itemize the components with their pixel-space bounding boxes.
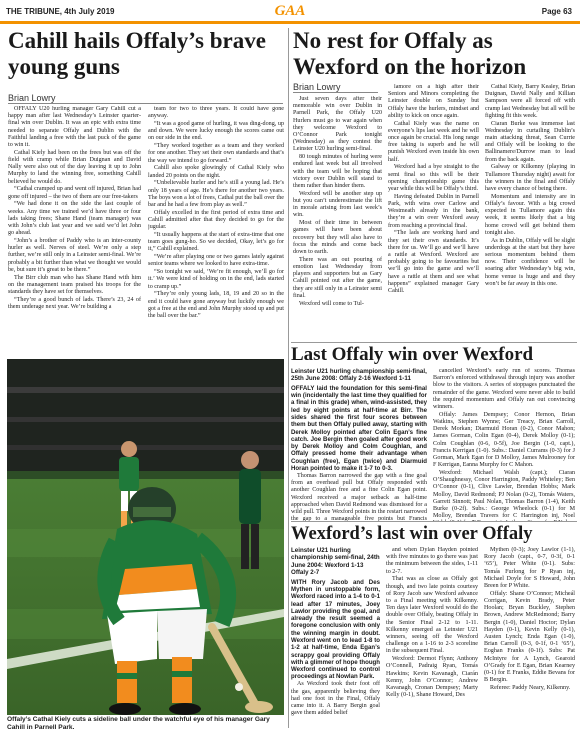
no-rest-column-2 [388, 84, 479, 340]
paragraph: Cathal Kiely, Barry Kealey, Brian Duignan, David Nally and Killian Sampson were all forced off with cramp last Wednesday but all will be fighting fit this week. [485, 84, 575, 119]
page-number: Page 63 [541, 7, 572, 16]
paragraph: WITH Rory Jacob and Des Mythen in unstoppable form, Wexford raced into a 1-4 to 0-1 lead after 17 minutes, Joey Lawlor providing the goal, and already the result seemed a foregone conclusion with only the winning margin in doubt. Wexford went on to lead 1-8 to 1-2 at half-time, Enda Egan’s scrappy goal providing Offaly with a glimmer of hope though Wexford continued to control proceedings at Nowlan Park. [291, 578, 380, 681]
paragraph: Momentum and intensity are in Offaly’s favour. With a big crowd expected in Tullamore again this week, it seems likely that a big home crowd will get behind them tonight also. [485, 193, 575, 236]
no-rest-column-1 [293, 96, 382, 340]
paragraph: That was as close as Offaly got though, and two late points courtesy of Rory Jacob saw Wexford advance to a Final meeting with Kilkenny. Ten days later Wexford would do the double over Offaly, beating Offaly in the Senior Final 2-12 to 1-11. Kilkenny emerged as Leinster U21 winners, seeing off the Wexford challenge on a 1-16 to 2-3 scoreline in the subsequent Final. [386, 576, 478, 655]
section-divider-2 [291, 521, 577, 522]
paper-dateline: THE TRIBUNE, 4th July 2019 [6, 7, 115, 16]
paragraph: Wexford: Michael Walsh (capt.); Ciaran O’Shaughnessy, Conor Harrington, Paddy Whiteley; Ben O’Connor (0-1), Clive Lawler, Brendan Hobbs; Mark Molloy, David Redmond; PJ Nolan (0-2), Tomás Waters, Garrett Sinnott; Paul Nolan, Thomas Barron (1-4), Keith Burke (0-2f). Subs.: George Wheelock (0-1) for M Molloy, Brendan Travers for C Harrington inj, Noel [433, 470, 575, 520]
wexford-last-win-headline: Wexford’s last win over Offaly [291, 524, 533, 544]
no-rest-headline: No rest for Offaly as Wexford on the horizon [293, 28, 527, 79]
paragraph: “Cathal cramped up and went off injured, Brian had gone off injured – the two of them are our free-takers [8, 186, 141, 200]
match-photo [7, 359, 284, 715]
paragraph: OFFALY laid the foundation for this semi-final win (incidentally the last time they qualified for a final in this grade) when, wind-assisted, they led by eight points at half-time at Birr. The sides shared the first four scores between them but then Offaly pulled away, starting with Derek Molloy pointed after Colin Egan’s fine catch. Joe Bergin then goaled after good work by Derek Molloy and Colm Coughlan, and Offaly pressed home their advantage when Coughlan (free), Egan (twice) and Diarmuid Horan pointed to make it 1-7 to 0-3. [291, 384, 427, 473]
paragraph: “We had done it on the side the last couple of weeks. Any time we trained we’d have three or four lads taking frees; Shane Hand (team manager) was with John’s club last year and we said we’d let John go ahead. [8, 201, 141, 237]
section-label: GAA [274, 3, 306, 19]
hurler-illustration [7, 359, 284, 715]
paragraph: Wexford had a bye straight to the semi final so this will be their opening championship game this year while this will be Offaly’s third. [388, 164, 479, 193]
paragraph: Just seven days after their memorable win over Dublin in Parnell Park, the Offaly U20 Hurlers must go to war again when they welcome Wexford to O’Connor Park tonight (Wednesday) as they contest the Leinster U20 hurling semi-final. [293, 96, 382, 153]
paragraph: “The lads are working hard and they set their own standards. It’s there for us. We’ll go and we’ll have a rattle at Wexford. Wexford are probably going to be favourites but we’ll go into the game and we’ll have a rattle at them and see what happens” explained manager Gary Cahill. [388, 230, 479, 295]
paragraph: “Unbelievable hurler and he’s still a young lad. He’s only 18 years of age. He’s there for another two years. The boys won a lot of frees, Cathal put the ball over the bar and he had a few from play as well.” [148, 180, 284, 209]
paragraph: As in Dublin, Offaly will be slight underdogs at the start but they have serious momentum behind them now. Their confidence will be soaring after Wednesday’s big win, home venue is huge and and they won’t be far away in this one. [485, 237, 575, 287]
paragraph: Wexford will be another step up but you can’t underestimate the lift in morale arising from last week’s win. [293, 190, 382, 219]
paragraph: “They’re a good bunch of lads. There’s 23, 24 of them underage next year. We’re building a [8, 296, 141, 311]
cahill-column-2 [148, 106, 284, 357]
paragraph: Offaly excelled in the first period of extra time and Cahill admitted after that they decided to go for the jugular. [148, 209, 284, 231]
wexford-last-win-column-2 [386, 547, 478, 729]
paragraph: The Birr club man who has Shane Hand with him on the management team praised his troops for the standards they have set for themselves. [8, 274, 141, 296]
cahill-byline: Brian Lowry [8, 93, 283, 104]
page-header [0, 0, 580, 24]
photo-caption: Offaly’s Cathal Kiely cuts a sideline ball under the watchful eye of his manager Gary Cahill in Parnell Park. [7, 716, 270, 731]
no-rest-byline: Brian Lowry [293, 82, 378, 93]
paragraph: Galway or Kilkenny (playing in Tullamore Thursday night) await for the winners in the final and Offaly have every chance of being there. [485, 164, 575, 193]
paragraph: and when Dylan Hayden pointed with five minutes to go there was just the minimum between the sides, 1-11 to 2-7. [386, 547, 478, 575]
wexford-last-win-column-3 [484, 547, 575, 729]
paragraph: lamore on a high after their Seniors and Minors completing the Leinster double on Sunday but Offaly have the hurlers, mindset and ability to kick on once again. [388, 84, 479, 119]
no-rest-column-3 [485, 84, 575, 340]
last-offaly-win-column-1 [291, 368, 427, 521]
cahill-column-1 [8, 106, 141, 357]
paragraph: “They’re only young lads, 18, 19 and 20 so in the end it could have gone anyway but luckily enough we got a free at the end and John Murphy stood up and put the ball over the bar.” [148, 291, 284, 320]
paragraph: 80 tough minutes of hurling were endured last week but all involved with the team will be hoping that victory over Dublin will stand to them rather than hinder them. [293, 154, 382, 190]
paragraph: “We’re after playing one or two games lately against senior teams where we looked to have extra-time. [148, 254, 284, 268]
paragraph: Ciaran Burke was immense last Wednesday in curtailing Dublin’s main attacking threat, Sean Currie and Offaly will be looking to the Ballinamere/Durrow man to lead from the back again. [485, 120, 575, 163]
paragraph: “It was a good game of hurling, it was ding-dong, up and down. We were lucky enough the scores came out on our side in the end. [148, 121, 284, 142]
paragraph: OFFALY U20 hurling manager Gary Cahill cut a happy man after last Wednesday’s Leinster quarter-final win over Dublin. It was an epic with extra time needed to separate Offaly and Dublin with the Faithful landing a free with the last puck of the game to win it. [8, 106, 141, 149]
last-offaly-win-headline: Last Offaly win over Wexford [291, 344, 534, 365]
paragraph: As Wexford took their foot off the gas, apparently believing they had one foot in the Final, Offaly came into it. A Barry Bergin goal gave them added belief [291, 681, 380, 717]
paragraph: Cathal Kiely had been on the frees but was off the field with cramp while Brian Duignan and David Nally were also out of the day leaving it up to John Murphy to land the winning free, something Cahill believed he would do. [8, 149, 141, 185]
paragraph: “They worked together as a team and they worked for one another. They set their own standards and that’s the way we intend to go forward.” [148, 143, 284, 164]
paragraph: Thomas Barron narrowed the gap with a fine goal from an overhead pull but Offaly responded with another Coughlan free and a fine Colin Egan point. Wexford received a major setback as half-time approached when David Redmond was dismissed for a wild pull. Three Wexford points in the restart narrowed the gap to a manageable five points but Francis [291, 472, 427, 521]
wexford-last-win-fixture: Leinster U21 hurling championship semi-final, 24th June 2004: Wexford 1-13 Offaly 2-7 [291, 547, 380, 577]
paragraph: Offaly: James Dempsey; Conor Hernon, Brian Watkins, Stephen Wynne; Ger Treacy, Brian Carroll, Derek Morkan; Diarmuid Horan (0-2), Conor Mahon; James Gorman, Colin Egan (0-4), Derek Molloy (0-1); Colm Coughlan (0-6, 0-5f), Joe Bergin (1-0, capt.), Francis Kerrigan (1-0). Subs.: Daniel Currams (0-3) for J Gorman, Mark Egan for D Molloy, James Mulrooney for F Kerrigan, Eanna Murphy for C Mahon. [433, 411, 575, 469]
paragraph: “John’s a brother of Paddy who is an inter-county hurler as well. Nerves of steel. We’re only a step further, we’re still only in a Leinster semi-final. We’re probably a bit further than what we thought we would be, but sure it’s great to be there.” [8, 238, 141, 273]
paragraph: team for two to three years. It could have gone anyway. [148, 106, 284, 120]
paragraph: “So tonight we said, ‘We’re fit enough, we’ll go for it.’ We were kind of holding on in the end, lads started to cramp up.” [148, 269, 284, 290]
sliotar-ball [235, 683, 243, 691]
paragraph: Referee: Paddy Neary, Kilkenny. [490, 685, 571, 692]
wexford-last-win-column-1 [291, 547, 380, 729]
last-offaly-win-column-2 [433, 368, 575, 521]
paragraph: Most of their time in between games will have been about recovery but they will also have to focus the minds and come back down to earth. [293, 220, 382, 256]
paragraph: Cathal Kiely was the name on everyone’s lips last week and he will once again be crucial. His long range free taking is superb and he will punish Wexford even inside his own half. [388, 120, 479, 163]
paragraph: Cahill also spoke glowingly of Cathal Kiely who landed 20 points on the night. [148, 165, 284, 179]
paragraph: Offaly: Shane O’Connor; Micheál Corrigan, Kevin Brady, Peter Hoolan; Bryan Buckley, Stephen Brown, Andrew McRedmond; Barry Bergin (1-0), Daniel Hoctor; Dylan Hayden (0-1), Kevin Kelly (0-1), Austen Lynch; Enda Egan (1-0), Brian Carroll (0-3, 0-1f, 0-1 ‘65’), Eoghan Franks (0-1f). Subs: Pat McIntyre for A Lynch, Gearoid O’Grady for E Egan, Brian Kearney (0-1) for E Franks, Eddie Bevans for B Bergin. [484, 590, 575, 684]
last-offaly-win-fixture: Leinster U21 hurling championship semi-final, 25th June 2008: Offaly 2-16 Wexford 1-11 [291, 368, 427, 383]
section-divider [291, 342, 577, 343]
paragraph: cancelled Wexford’s early run of scores. Thomas Barron’s enforced withdrawal through injury was another blow to the visitors. A series of stoppages punctuated the remainder of the game. Wexford were never able to build the required momentum and Offaly ran out convincing winners. [433, 368, 575, 411]
paragraph: Wexford will come to Tul- [299, 300, 364, 307]
paragraph: There was an out pouring of emotion last Wednesday from players and supporters but as Gary Cahill pointed out after the game, they are still only in a Leinster semi final. [293, 256, 382, 299]
paragraph: “It usually happens at the start of extra-time that one team goes gung-ho. So we decided, Okay, let’s go for it,” Cahill explained. [148, 232, 284, 253]
cahill-headline: Cahill hails Offaly’s brave young guns [8, 28, 266, 79]
paragraph: Mythen (0-3); Joey Lawlor (1-1), Rory Jacob (capt., 0-7, 0-3f, 0-1 ‘65’), Peter White (0-1). Subs: Tomás Furlong for P Ryan inj, Michael Doyle for S Howard, John Breen for P White. [484, 547, 575, 590]
column-divider [288, 28, 289, 728]
paragraph: Having defeated Dublin in Parnell Park, with wins over Carlow and Westmeath already in the bank, they’re a win over Wexford away from reaching a provincial final. [388, 193, 479, 229]
paragraph: Wexford: Dermot Flynn; Anthony O’Connell, Padraig Ryan, Tomás Hawkins; Kevin Kavanagh, Ciarán Kenny, John O’Connor; Andrew Kavanagh, Cronan Dempsey; Marty Kelly (0-1), Shane Howard, Des [386, 656, 478, 699]
